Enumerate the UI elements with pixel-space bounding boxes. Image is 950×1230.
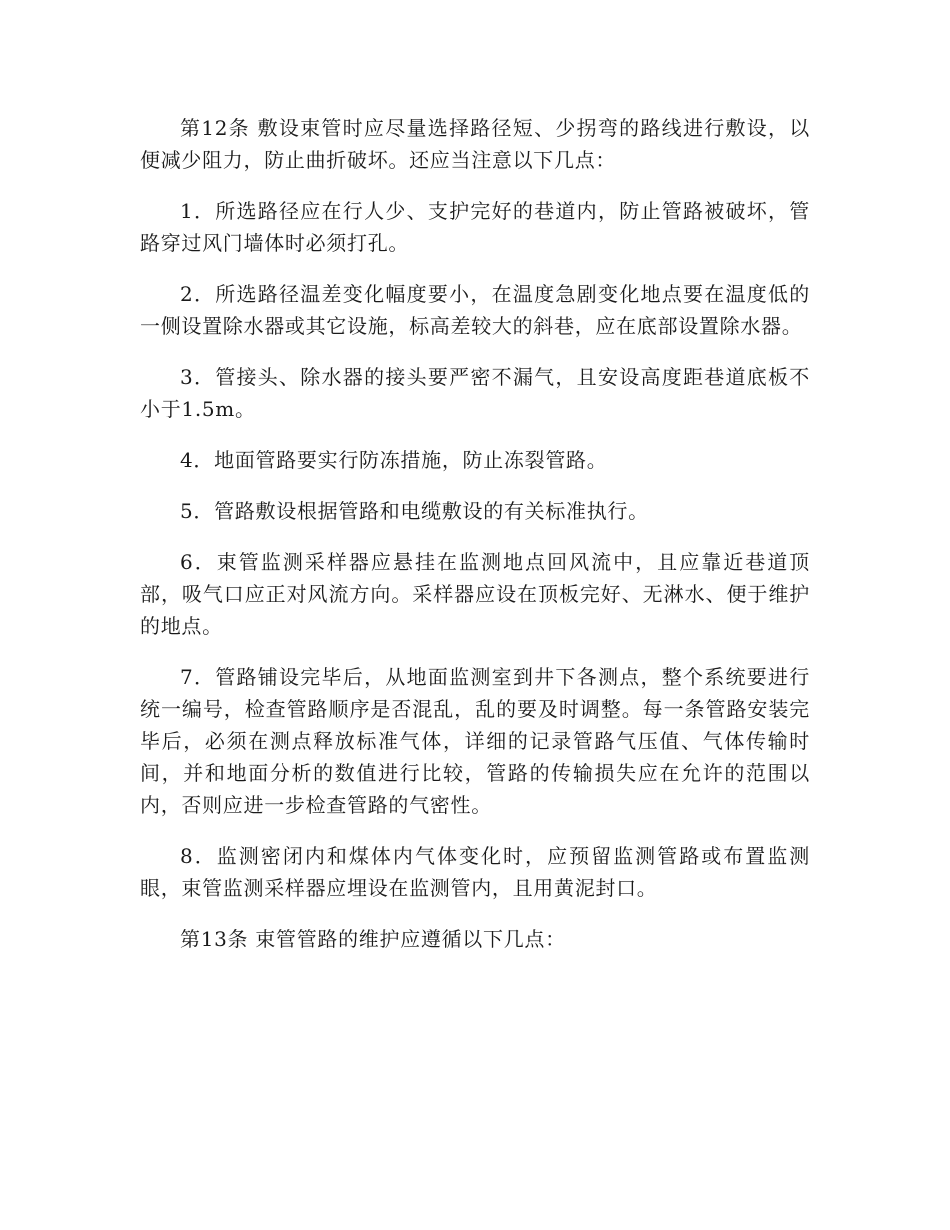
article-12-intro: 第12条 敷设束管时应尽量选择路径短、少拐弯的路线进行敷设，以便减少阻力，防止曲折破坏。还应当注意以下几点：	[140, 116, 810, 172]
document-body	[140, 112, 810, 974]
item-1-paragraph: 1．所选路径应在行人少、支护完好的巷道内，防止管路被破坏，管路穿过风门墙体时必须打孔。	[140, 199, 810, 255]
item-4-paragraph: 4．地面管路要实行防冻措施，防止冻裂管路。	[180, 448, 608, 472]
article-13-intro: 第13条 束管管路的维护应遵循以下几点：	[180, 927, 566, 951]
item-7-paragraph: 7．管路铺设完毕后，从地面监测室到井下各测点，整个系统要进行统一编号，检查管路顺序是否混乱，乱的要及时调整。每一条管路安装完毕后，必须在测点释放标准气体，详细的记录管路气压值、气体传输时间，并和地面分析的数值进行比较，管路的传输损失应在允许的范围以内，否则应进一步检查管路的气密性。	[140, 665, 810, 817]
item-6-paragraph: 6．束管监测采样器应悬挂在监测地点回风流中，且应靠近巷道顶部，吸气口应正对风流方向。采样器应设在顶板完好、无淋水、便于维护的地点。	[140, 550, 810, 638]
item-5-paragraph: 5．管路敷设根据管路和电缆敷设的有关标准执行。	[180, 499, 649, 523]
item-8-paragraph: 8．监测密闭内和煤体内气体变化时，应预留监测管路或布置监测眼，束管监测采样器应埋设在监测管内，且用黄泥封口。	[140, 844, 810, 900]
item-3-paragraph: 3．管接头、除水器的接头要严密不漏气，且安设高度距巷道底板不小于1.5m。	[140, 365, 810, 421]
item-2-paragraph: 2．所选路径温差变化幅度要小，在温度急剧变化地点要在温度低的一侧设置除水器或其它设施，标高差较大的斜巷，应在底部设置除水器。	[140, 282, 810, 338]
